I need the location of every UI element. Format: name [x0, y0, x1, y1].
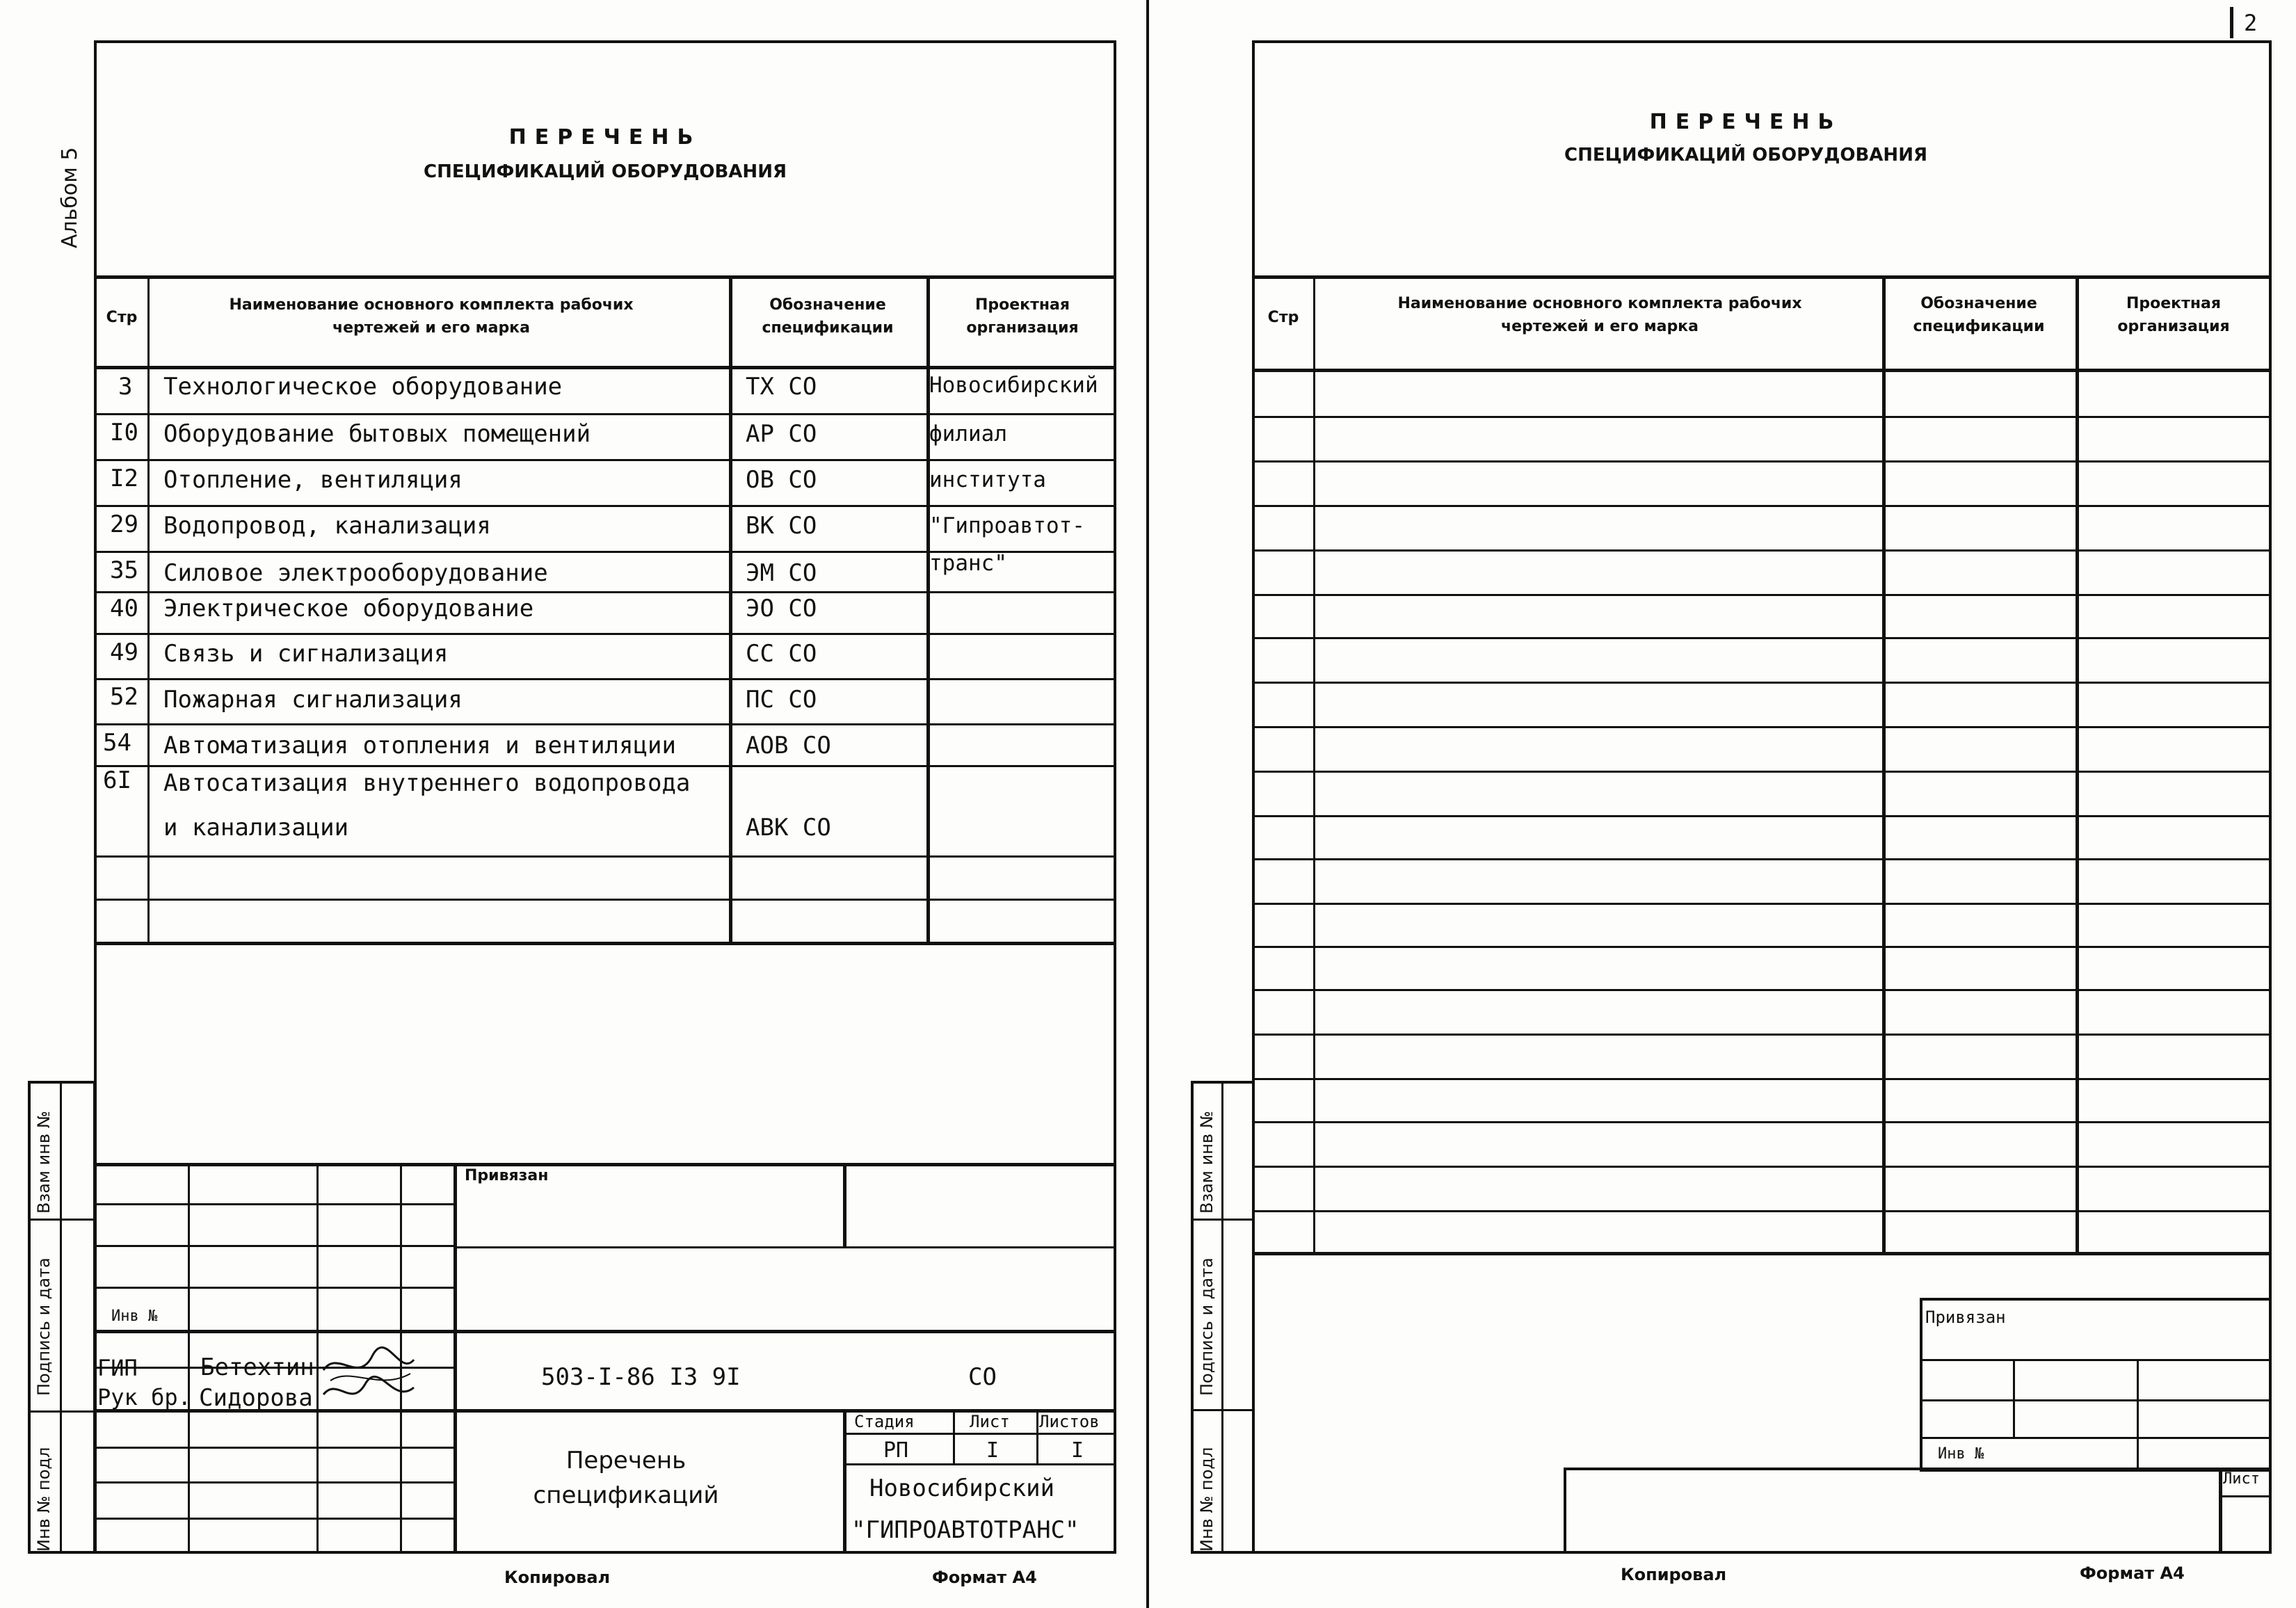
org-line-1: Новосибирский	[869, 1474, 1055, 1502]
left-inv-no: Инв №	[111, 1308, 158, 1325]
row-designation: ЭМ СО	[746, 559, 817, 587]
album-label: Альбом 5	[58, 147, 82, 248]
row-page: 29	[110, 510, 138, 538]
right-footer-copied: Копировал	[1621, 1565, 1727, 1584]
right-privyazan: Привязан	[1925, 1308, 2006, 1327]
left-footer-copied: Копировал	[504, 1568, 611, 1587]
right-vzam-label: Взам инв №	[1197, 1111, 1217, 1214]
row-page: I0	[110, 419, 138, 447]
row-name: Силовое электрооборудование	[163, 559, 548, 587]
right-col-designation: Обозначение спецификации	[1913, 295, 2045, 335]
row-name: Электрическое оборудование	[163, 595, 534, 622]
right-footer-format: Формат А4	[2080, 1563, 2185, 1583]
row-name: Автоматизация отопления и вентиляции	[163, 732, 676, 759]
left-frame	[94, 40, 1116, 1554]
right-sign-date-label: Подпись и дата	[1197, 1257, 1217, 1396]
row-designation: ТХ СО	[746, 373, 817, 401]
row-org: "Гипроавтот-	[929, 513, 1085, 538]
row-org: транс"	[929, 551, 1007, 576]
left-inv-podl-label: Инв № подл	[34, 1447, 54, 1552]
row-org: института	[929, 467, 1046, 492]
left-col-name: Наименование основного комплекта рабочих чертежей и его марка	[229, 296, 634, 337]
ruk-name: Сидорова	[199, 1384, 313, 1412]
row-designation: АР СО	[746, 420, 817, 448]
left-vzam-label: Взам инв №	[34, 1111, 54, 1214]
row-name: Технологическое оборудование	[163, 373, 563, 401]
sheets-value: I	[1071, 1438, 1084, 1463]
signature-ruk	[316, 1374, 421, 1415]
row-page: 54	[103, 729, 131, 757]
row-name: Автосатизация внутреннего водопровода	[163, 769, 691, 797]
row-page: 35	[110, 556, 138, 584]
right-title: ПЕРЕЧЕНЬ	[1649, 110, 1843, 134]
right-subtitle: СПЕЦИФИКАЦИЙ ОБОРУДОВАНИЯ	[1564, 145, 1927, 166]
page-number: 2	[2244, 10, 2258, 36]
left-title: ПЕРЕЧЕНЬ	[508, 125, 702, 150]
left-privyazan: Привязан	[465, 1167, 549, 1184]
row-name: Отопление, вентиляция	[163, 466, 463, 494]
row-org: Новосибирский	[929, 373, 1098, 398]
left-col-designation: Обозначение спецификации	[762, 296, 894, 337]
row-page: 3	[118, 373, 133, 401]
doc-title-1: Перечень	[565, 1447, 687, 1474]
doc-mark: СО	[968, 1363, 997, 1391]
right-inv-no: Инв №	[1938, 1445, 1984, 1463]
row-designation: ПС СО	[746, 686, 817, 714]
left-sign-date-label: Подпись и дата	[34, 1257, 54, 1396]
sheet-value: I	[986, 1438, 1000, 1463]
sheet-label: Лист	[970, 1412, 1010, 1431]
left-col-org: Проектная организация	[966, 296, 1079, 337]
row-designation: СС СО	[746, 640, 817, 668]
row-name: Связь и сигнализация	[163, 640, 449, 668]
right-inv-podl-label: Инв № подл	[1197, 1447, 1217, 1552]
row-name: Оборудование бытовых помещений	[163, 420, 591, 448]
doc-code: 503-I-86 I3 9I	[541, 1363, 741, 1391]
right-col-page: Стр	[1267, 309, 1299, 326]
row-designation: ОВ СО	[746, 466, 817, 494]
doc-title-2: спецификаций	[533, 1481, 719, 1509]
row-designation: АОВ СО	[746, 732, 831, 759]
row-page: I2	[110, 465, 138, 492]
row-designation: АВК СО	[746, 814, 831, 842]
row-page: 6I	[103, 766, 131, 794]
row-designation: ВК СО	[746, 512, 817, 540]
left-subtitle: СПЕЦИФИКАЦИЙ ОБОРУДОВАНИЯ	[424, 161, 787, 182]
org-line-2: "ГИПРОАВТОТРАНС"	[851, 1516, 1079, 1544]
row-name: и канализации	[163, 814, 349, 842]
row-page: 49	[110, 638, 138, 666]
row-designation: ЭО СО	[746, 595, 817, 622]
right-col-org: Проектная организация	[2117, 295, 2230, 335]
page-divider	[1146, 0, 1149, 1608]
row-org: филиал	[929, 421, 1007, 447]
gip-name: Бетехтин	[200, 1353, 314, 1381]
left-footer-format: Формат А4	[932, 1568, 1037, 1587]
row-page: 40	[110, 595, 138, 622]
row-name: Пожарная сигнализация	[163, 686, 463, 714]
sheets-label: Листов	[1039, 1412, 1100, 1431]
row-page: 52	[110, 683, 138, 711]
right-sheet-label: Лист	[2223, 1470, 2260, 1488]
right-col-name: Наименование основного комплекта рабочих чертежей и его марка	[1397, 295, 1802, 335]
left-col-page: Стр	[106, 309, 138, 326]
gip-role: ГИП	[97, 1355, 138, 1381]
row-name: Водопровод, канализация	[163, 512, 491, 540]
stage-value: РП	[883, 1438, 909, 1463]
ruk-role: Рук бр.	[97, 1384, 191, 1410]
stage-label: Стадия	[854, 1412, 915, 1431]
